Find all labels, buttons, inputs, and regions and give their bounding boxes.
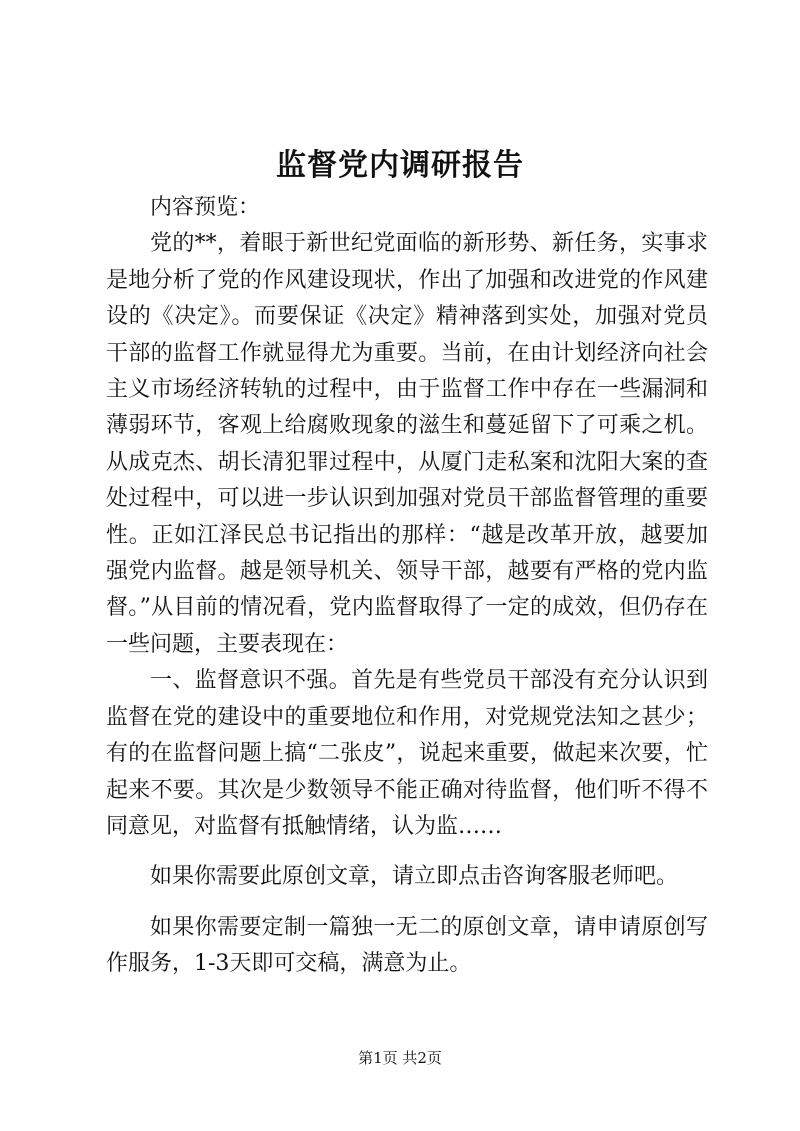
body-paragraph-1: 党的**，着眼于新世纪党面临的新形势、新任务，实事求是地分析了党的作风建设现状，作出了加强和改进党的作风建设的《决定》。而要保证《决定》精神落到实处，加强对党员干部的监督工作就显得尤为重要。当前，在由计划经济向社会主义市场经济转轨的过程中，由于监督工作中存在一些漏洞和薄弱环节，客观上给腐败现象的滋生和蔓延留下了可乘之机。从成克杰、胡长清犯罪过程中，从厦门走私案和沈阳大案的查处过程中，可以进一步认识到加强对党员干部监督管理的重要性。正如江泽民总书记指出的那样：“越是改革开放，越要加强党内监督。越是领导机关、领导干部，越要有严格的党内监督。”从目前的情况看，党内监督取得了一定的成效，但仍存在一些问题，主要表现在： [106,231,708,657]
document-body [106,190,708,983]
promo-line-custom[interactable]: 如果你需要定制一篇独一无二的原创文章，请申请原创写作服务，1-3天即可交稿，满意为止。 [106,914,708,977]
document-title: 监督党内调研报告 [276,148,524,183]
page-number-footer: 第1页 共2页 [358,1049,442,1067]
body-paragraph-2: 一、监督意识不强。首先是有些党员干部没有充分认识到监督在党的建设中的重要地位和作用，对党规党法知之甚少；有的在监督问题上搞“二张皮”，说起来重要，做起来次要，忙起来不要。其次是少数领导不能正确对待监督，他们听不得不同意见，对监督有抵触情绪，认为监…… [106,668,708,839]
preview-label: 内容预览： [150,195,261,220]
promo-line-consult[interactable]: 如果你需要此原创文章，请立即点击咨询客服老师吧。 [150,864,679,890]
